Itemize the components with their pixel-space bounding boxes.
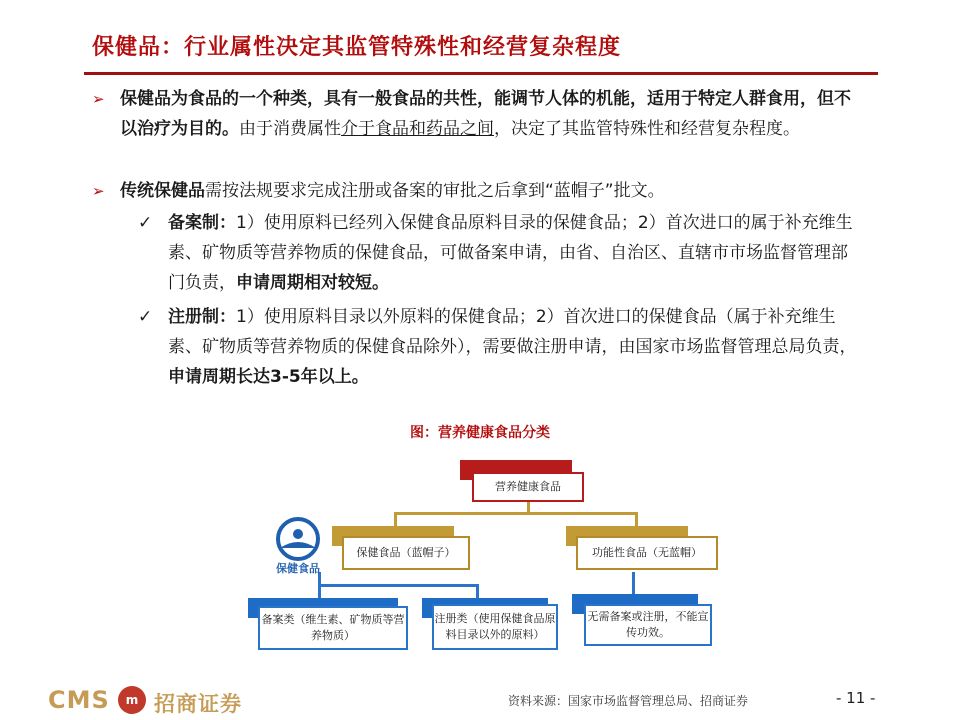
- blue-hat-icon: [266, 516, 330, 562]
- check-normal-text: 1）使用原料目录以外原料的保健食品；2）首次进口的保健食品（属于补充维生素、矿物质等营养物质的保健食品除外），需要做注册申请，由国家市场监督管理总局负责，: [168, 307, 857, 357]
- bullet-normal-text: ，决定了其监管特殊性和经营复杂程度。: [494, 119, 800, 139]
- page-number: - 11 -: [836, 689, 876, 707]
- company-name: 招商证券: [154, 692, 242, 716]
- company-emblem-icon: m: [118, 686, 146, 714]
- source-note: 资料来源：国家市场监督管理总局、招商证券: [508, 694, 749, 708]
- health-food-logo: [266, 516, 330, 578]
- check-label: 注册制：: [168, 307, 236, 327]
- connector-line: [394, 512, 638, 515]
- check-bold-end: 申请周期相对较短。: [236, 273, 389, 293]
- bullet-item: [92, 84, 862, 144]
- functional-food-node: 功能性食品（无蓝帽）: [576, 536, 718, 570]
- root-node: 营养健康食品: [472, 472, 584, 502]
- bullet-bold-text: 传统保健品: [120, 181, 205, 201]
- checkmark-icon: ✓: [138, 213, 153, 233]
- bullet-normal-text: 由于消费属性: [239, 119, 341, 139]
- figure-title: 图：营养健康食品分类: [410, 425, 550, 441]
- bullet-bold-text: 保健品为食品的一个种类，具有一般食品的共性，能调节人体的机能，适用于特定人群食用，但不以治疗为目的。: [120, 89, 851, 139]
- company-logo-text: CMS: [48, 686, 110, 714]
- arrow-bullet-icon: ➢: [92, 182, 105, 200]
- page-title: 保健品：行业属性决定其监管特殊性和经营复杂程度: [92, 35, 622, 60]
- check-label: 备案制：: [168, 213, 236, 233]
- bullet-text: [120, 176, 862, 206]
- logo-label: 保健食品: [276, 562, 320, 575]
- check-bold-end: 申请周期长达3-5年以上。: [168, 367, 369, 387]
- no-filing-node: 无需备案或注册，不能宣传功效。: [584, 604, 712, 646]
- checkmark-icon: ✓: [138, 307, 153, 327]
- bullet-normal-text: 需按法规要求完成注册或备案的审批之后拿到“蓝帽子”批文。: [205, 181, 665, 201]
- connector-line: [318, 584, 478, 587]
- title-divider: [84, 72, 878, 75]
- bullet-text: [120, 84, 862, 144]
- check-text: [168, 302, 864, 392]
- registration-category-node: 注册类（使用保健食品原料目录以外的原料）: [432, 604, 558, 650]
- arrow-bullet-icon: ➢: [92, 90, 105, 108]
- bullet-item: [92, 176, 862, 206]
- filing-category-node: 备案类（维生素、矿物质等营养物质）: [258, 606, 408, 650]
- check-text: [168, 208, 864, 298]
- check-normal-text: 1）使用原料已经列入保健食品原料目录的保健食品；2）首次进口的属于补充维生素、矿物质等营养物质的保健食品，可做备案申请，由省、自治区、直辖市市场监督管理部门负责，: [168, 213, 853, 293]
- check-item: [138, 208, 864, 298]
- check-item: [138, 302, 864, 392]
- health-food-node: 保健食品（蓝帽子）: [342, 536, 470, 570]
- bullet-underline-text: 介于食品和药品之间: [341, 119, 494, 139]
